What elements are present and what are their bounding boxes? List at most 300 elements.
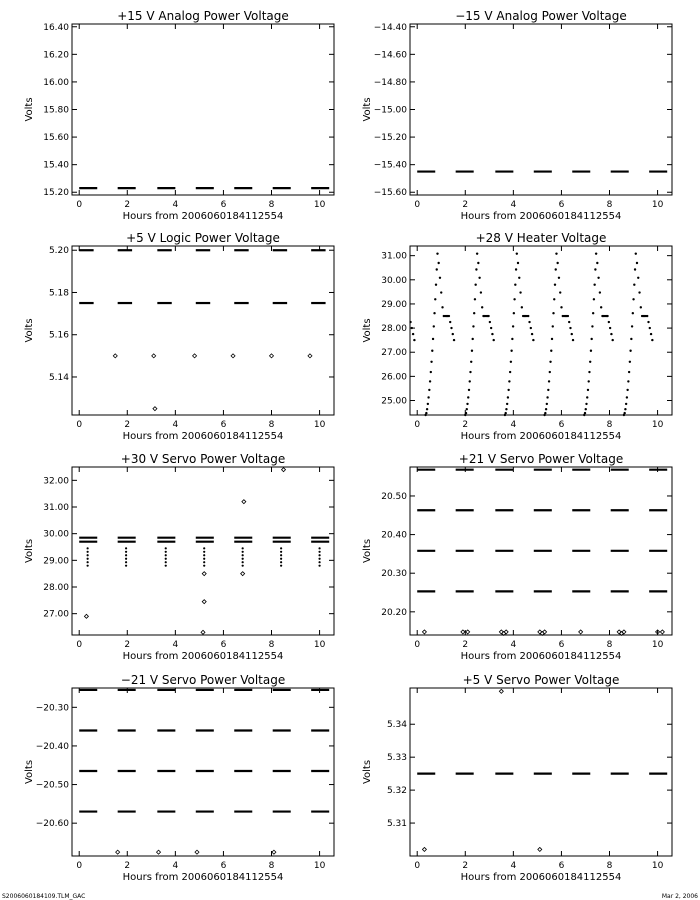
y-axis-label: Volts <box>24 97 35 122</box>
data-point <box>280 561 282 563</box>
y-axis-label: Volts <box>362 97 373 122</box>
data-point <box>242 551 244 553</box>
y-tick-label: 15.60 <box>43 133 69 144</box>
data-point <box>595 252 597 254</box>
data-point <box>636 262 638 264</box>
data-point <box>125 558 127 560</box>
data-point <box>153 407 157 411</box>
data-point <box>437 262 439 264</box>
chart-panel <box>24 9 334 222</box>
y-tick-label: 27.00 <box>43 609 69 620</box>
x-tick-label: 8 <box>606 200 613 210</box>
plot-frame <box>72 246 334 415</box>
data-point <box>592 312 594 314</box>
data-point <box>242 547 244 549</box>
data-point <box>629 361 631 363</box>
data-point <box>165 558 167 560</box>
x-axis-label: Hours from 2006060184112554 <box>122 872 284 883</box>
data-point <box>591 325 593 327</box>
x-tick-label: 8 <box>606 420 613 430</box>
data-point <box>593 298 595 300</box>
x-tick-label: 2 <box>124 640 131 650</box>
y-axis-label: Volts <box>362 538 373 564</box>
data-point <box>87 561 89 563</box>
data-point <box>430 371 432 373</box>
data-point <box>510 361 512 363</box>
data-point <box>568 321 570 323</box>
data-point <box>572 339 574 341</box>
chart-title: −15 V Analog Power Voltage <box>455 9 627 23</box>
data-point <box>125 554 127 556</box>
data-point <box>203 565 205 567</box>
data-point <box>548 380 550 382</box>
data-point <box>527 315 529 317</box>
data-point <box>585 408 587 410</box>
data-point <box>507 389 509 391</box>
y-tick-label: 20.50 <box>381 491 407 502</box>
data-point <box>589 361 591 363</box>
data-point <box>432 338 434 340</box>
data-point <box>426 408 428 410</box>
data-point <box>422 847 426 851</box>
data-point <box>585 403 587 405</box>
source-filename: S2006060184109.TLM_GAC <box>2 893 86 900</box>
data-point <box>125 551 127 553</box>
data-point <box>646 315 648 317</box>
data-point <box>84 614 88 618</box>
x-tick-label: 6 <box>220 861 227 871</box>
y-tick-label: −14.60 <box>373 50 407 61</box>
y-tick-label: 20.40 <box>381 530 407 541</box>
x-tick-label: 8 <box>268 861 275 871</box>
data-point <box>441 306 443 308</box>
x-tick-label: 4 <box>172 420 179 430</box>
data-point <box>600 306 602 308</box>
data-point <box>590 338 592 340</box>
x-tick-label: 10 <box>313 420 326 430</box>
x-tick-label: 2 <box>462 861 469 871</box>
data-point <box>530 327 532 329</box>
data-point <box>517 262 519 264</box>
y-tick-label: −14.40 <box>373 22 407 33</box>
data-point <box>567 315 569 317</box>
data-point <box>280 554 282 556</box>
x-tick-label: 0 <box>76 200 83 210</box>
data-point <box>452 333 454 335</box>
data-point <box>467 396 469 398</box>
x-tick-label: 2 <box>124 200 131 210</box>
chart-panel <box>24 452 334 662</box>
y-tick-label: −14.80 <box>373 77 407 88</box>
data-point <box>203 547 205 549</box>
data-point <box>480 291 482 293</box>
y-tick-label: 28.00 <box>43 583 69 593</box>
y-tick-label: 28.00 <box>381 324 407 335</box>
data-point <box>626 396 628 398</box>
data-point <box>588 380 590 382</box>
x-tick-label: 10 <box>313 861 326 871</box>
data-point <box>411 327 413 329</box>
x-tick-label: 10 <box>651 420 664 430</box>
data-point <box>469 380 471 382</box>
y-tick-label: 5.14 <box>48 372 69 383</box>
data-point <box>545 408 547 410</box>
chart-panel <box>24 231 334 442</box>
data-point <box>87 558 89 560</box>
data-point <box>510 350 512 352</box>
chart-title: +21 V Servo Power Voltage <box>458 452 624 466</box>
y-axis-label: Volts <box>24 759 35 785</box>
data-point <box>569 327 571 329</box>
y-tick-label: 15.80 <box>43 105 69 116</box>
y-tick-label: 5.31 <box>386 819 407 830</box>
data-point <box>242 558 244 560</box>
data-point <box>626 389 628 391</box>
data-point <box>552 312 554 314</box>
data-point <box>638 291 640 293</box>
data-point <box>477 262 479 264</box>
chart-title: −21 V Servo Power Voltage <box>120 673 286 687</box>
data-point <box>202 572 206 576</box>
y-tick-label: 30.00 <box>43 529 69 540</box>
data-point <box>528 321 530 323</box>
chart-panel <box>362 9 672 222</box>
x-tick-label: 6 <box>558 861 565 871</box>
data-point <box>513 312 515 314</box>
y-tick-label: 31.00 <box>381 251 407 262</box>
x-tick-label: 4 <box>510 420 517 430</box>
y-tick-label: 20.30 <box>381 569 407 580</box>
data-point <box>504 412 506 414</box>
data-point <box>505 408 507 410</box>
chart-title: +28 V Heater Voltage <box>475 231 607 245</box>
x-tick-label: 8 <box>268 200 275 210</box>
x-tick-label: 4 <box>510 200 517 210</box>
y-tick-label: 15.40 <box>43 160 69 171</box>
data-point <box>280 551 282 553</box>
x-tick-label: 0 <box>76 861 83 871</box>
x-tick-label: 8 <box>606 640 613 650</box>
data-point <box>511 338 513 340</box>
data-point <box>475 268 477 270</box>
data-point <box>647 321 649 323</box>
data-point <box>203 558 205 560</box>
data-point <box>597 277 599 279</box>
data-point <box>628 371 630 373</box>
data-point <box>518 277 520 279</box>
data-point <box>125 565 127 567</box>
y-tick-label: 31.00 <box>43 503 69 513</box>
x-tick-label: 6 <box>558 640 565 650</box>
x-axis-label: Hours from 2006060184112554 <box>122 211 284 222</box>
data-point <box>125 547 127 549</box>
data-point <box>436 252 438 254</box>
data-point <box>640 306 642 308</box>
x-axis-label: Hours from 2006060184112554 <box>460 431 622 442</box>
data-point <box>429 380 431 382</box>
y-tick-label: 27.00 <box>381 348 407 359</box>
data-point <box>409 321 411 323</box>
data-point <box>587 389 589 391</box>
data-point <box>478 277 480 279</box>
chart-panel <box>362 452 672 662</box>
data-point <box>651 339 653 341</box>
plot-frame <box>410 24 672 195</box>
data-point <box>203 551 205 553</box>
y-tick-label: 5.34 <box>386 720 407 731</box>
x-tick-label: 0 <box>414 640 421 650</box>
data-point <box>606 315 608 317</box>
data-point <box>242 565 244 567</box>
x-tick-label: 0 <box>414 200 421 210</box>
data-point <box>513 298 515 300</box>
data-point <box>632 298 634 300</box>
data-point <box>649 327 651 329</box>
data-point <box>470 361 472 363</box>
data-point <box>450 327 452 329</box>
data-point <box>586 396 588 398</box>
y-tick-label: 32.00 <box>43 476 69 487</box>
data-point <box>308 354 312 358</box>
plot-frame <box>72 467 334 635</box>
data-point <box>633 284 635 286</box>
data-point <box>318 554 320 556</box>
y-axis-label: Volts <box>24 538 35 564</box>
data-point <box>466 630 470 634</box>
x-axis-label: Hours from 2006060184112554 <box>460 872 622 883</box>
x-tick-label: 6 <box>558 420 565 430</box>
data-point <box>471 350 473 352</box>
x-tick-label: 6 <box>558 200 565 210</box>
y-tick-label: 5.20 <box>48 246 69 257</box>
data-point <box>509 371 511 373</box>
data-point <box>203 561 205 563</box>
data-point <box>461 630 465 634</box>
x-tick-label: 10 <box>651 200 664 210</box>
data-point <box>473 312 475 314</box>
data-point <box>611 339 613 341</box>
data-point <box>632 312 634 314</box>
data-point <box>550 350 552 352</box>
data-point <box>242 561 244 563</box>
x-axis-label: Hours from 2006060184112554 <box>460 211 622 222</box>
data-point <box>627 380 629 382</box>
data-point <box>165 547 167 549</box>
x-tick-label: 0 <box>414 861 421 871</box>
data-point <box>635 252 637 254</box>
x-tick-label: 10 <box>313 200 326 210</box>
data-point <box>519 291 521 293</box>
data-point <box>434 298 436 300</box>
data-point <box>422 630 426 634</box>
data-point <box>193 354 197 358</box>
y-tick-label: −15.20 <box>373 133 407 144</box>
data-point <box>623 412 625 414</box>
data-point <box>560 306 562 308</box>
x-tick-label: 8 <box>606 861 613 871</box>
data-point <box>556 262 558 264</box>
data-point <box>579 630 583 634</box>
data-point <box>546 403 548 405</box>
x-tick-label: 0 <box>76 420 83 430</box>
data-point <box>650 333 652 335</box>
data-point <box>507 396 509 398</box>
plot-frame <box>410 688 672 856</box>
x-tick-label: 6 <box>220 640 227 650</box>
data-point <box>493 339 495 341</box>
y-axis-label: Volts <box>362 318 373 343</box>
data-point <box>436 268 438 270</box>
data-point <box>468 389 470 391</box>
chart-title: +30 V Servo Power Voltage <box>120 452 286 466</box>
data-point <box>608 321 610 323</box>
x-tick-label: 8 <box>268 420 275 430</box>
x-axis-label: Hours from 2006060184112554 <box>460 651 622 662</box>
y-tick-label: 30.00 <box>381 275 407 286</box>
data-point <box>532 339 534 341</box>
data-point <box>489 321 491 323</box>
data-point <box>433 312 435 314</box>
chart-title: +15 V Analog Power Voltage <box>117 9 289 23</box>
data-point <box>624 408 626 410</box>
data-point <box>499 689 503 693</box>
data-point <box>453 339 455 341</box>
data-point <box>506 403 508 405</box>
data-point <box>491 333 493 335</box>
y-tick-label: 29.00 <box>43 556 69 567</box>
data-point <box>631 325 633 327</box>
x-axis-label: Hours from 2006060184112554 <box>122 651 284 662</box>
data-point <box>538 847 542 851</box>
y-tick-label: −15.40 <box>373 160 407 171</box>
x-tick-label: 2 <box>462 200 469 210</box>
data-point <box>474 298 476 300</box>
data-point <box>544 412 546 414</box>
data-point <box>584 412 586 414</box>
x-tick-label: 10 <box>651 861 664 871</box>
data-point <box>87 554 89 556</box>
data-point <box>318 551 320 553</box>
y-tick-label: 5.32 <box>386 786 407 797</box>
x-tick-label: 8 <box>268 640 275 650</box>
data-point <box>634 268 636 270</box>
data-point <box>553 298 555 300</box>
data-point <box>449 321 451 323</box>
data-point <box>476 252 478 254</box>
y-tick-label: 16.20 <box>43 50 69 61</box>
data-point <box>448 315 450 317</box>
data-point <box>629 350 631 352</box>
y-tick-label: 20.20 <box>381 607 407 618</box>
x-axis-label: Hours from 2006060184112554 <box>122 431 284 442</box>
data-point <box>270 354 274 358</box>
y-tick-label: 26.00 <box>381 372 407 383</box>
data-point <box>440 291 442 293</box>
y-tick-label: −20.60 <box>35 819 69 830</box>
plot-frame <box>410 246 672 415</box>
data-point <box>152 354 156 358</box>
data-point <box>201 630 205 634</box>
data-point <box>596 262 598 264</box>
data-point <box>165 554 167 556</box>
data-point <box>546 396 548 398</box>
report-date: Mar 2, 2006 <box>661 893 698 900</box>
data-point <box>554 284 556 286</box>
data-point <box>165 551 167 553</box>
data-point <box>157 850 161 854</box>
data-point <box>516 252 518 254</box>
data-point <box>318 565 320 567</box>
x-tick-label: 4 <box>172 861 179 871</box>
data-point <box>231 354 235 358</box>
y-tick-label: −20.40 <box>35 741 69 752</box>
data-point <box>588 371 590 373</box>
data-point <box>439 277 441 279</box>
data-point <box>593 284 595 286</box>
x-tick-label: 2 <box>462 420 469 430</box>
data-point <box>165 561 167 563</box>
data-point <box>465 412 467 414</box>
y-tick-label: 5.18 <box>48 288 69 299</box>
chart-title: +5 V Logic Power Voltage <box>126 231 280 245</box>
y-axis-label: Volts <box>24 318 35 343</box>
data-point <box>590 350 592 352</box>
data-point <box>280 558 282 560</box>
chart-panel <box>24 673 334 883</box>
data-point <box>594 268 596 270</box>
data-point <box>412 333 414 335</box>
data-point <box>87 547 89 549</box>
x-tick-label: 2 <box>462 640 469 650</box>
data-point <box>241 572 245 576</box>
data-point <box>549 361 551 363</box>
data-point <box>521 306 523 308</box>
data-point <box>547 389 549 391</box>
data-point <box>272 850 276 854</box>
data-point <box>427 396 429 398</box>
chart-panel <box>362 673 672 883</box>
data-point <box>571 333 573 335</box>
data-point <box>508 380 510 382</box>
x-tick-label: 0 <box>76 640 83 650</box>
y-axis-label: Volts <box>362 759 373 785</box>
data-point <box>555 268 557 270</box>
data-point <box>195 850 199 854</box>
y-tick-label: 5.33 <box>386 753 407 764</box>
data-point <box>609 327 611 329</box>
y-tick-label: 16.40 <box>43 22 69 33</box>
data-point <box>469 371 471 373</box>
y-tick-label: −15.60 <box>373 188 407 199</box>
data-point <box>474 284 476 286</box>
x-tick-label: 2 <box>124 861 131 871</box>
data-point <box>113 354 117 358</box>
x-tick-label: 10 <box>313 640 326 650</box>
data-point <box>549 371 551 373</box>
data-point <box>202 600 206 604</box>
data-point <box>481 306 483 308</box>
data-point <box>318 547 320 549</box>
x-tick-label: 6 <box>220 200 227 210</box>
data-point <box>559 291 561 293</box>
data-point <box>242 500 246 504</box>
y-tick-label: −20.50 <box>35 780 69 791</box>
data-point <box>630 338 632 340</box>
data-point <box>555 252 557 254</box>
x-tick-label: 4 <box>172 200 179 210</box>
y-tick-label: −15.00 <box>373 105 407 116</box>
data-point <box>431 350 433 352</box>
